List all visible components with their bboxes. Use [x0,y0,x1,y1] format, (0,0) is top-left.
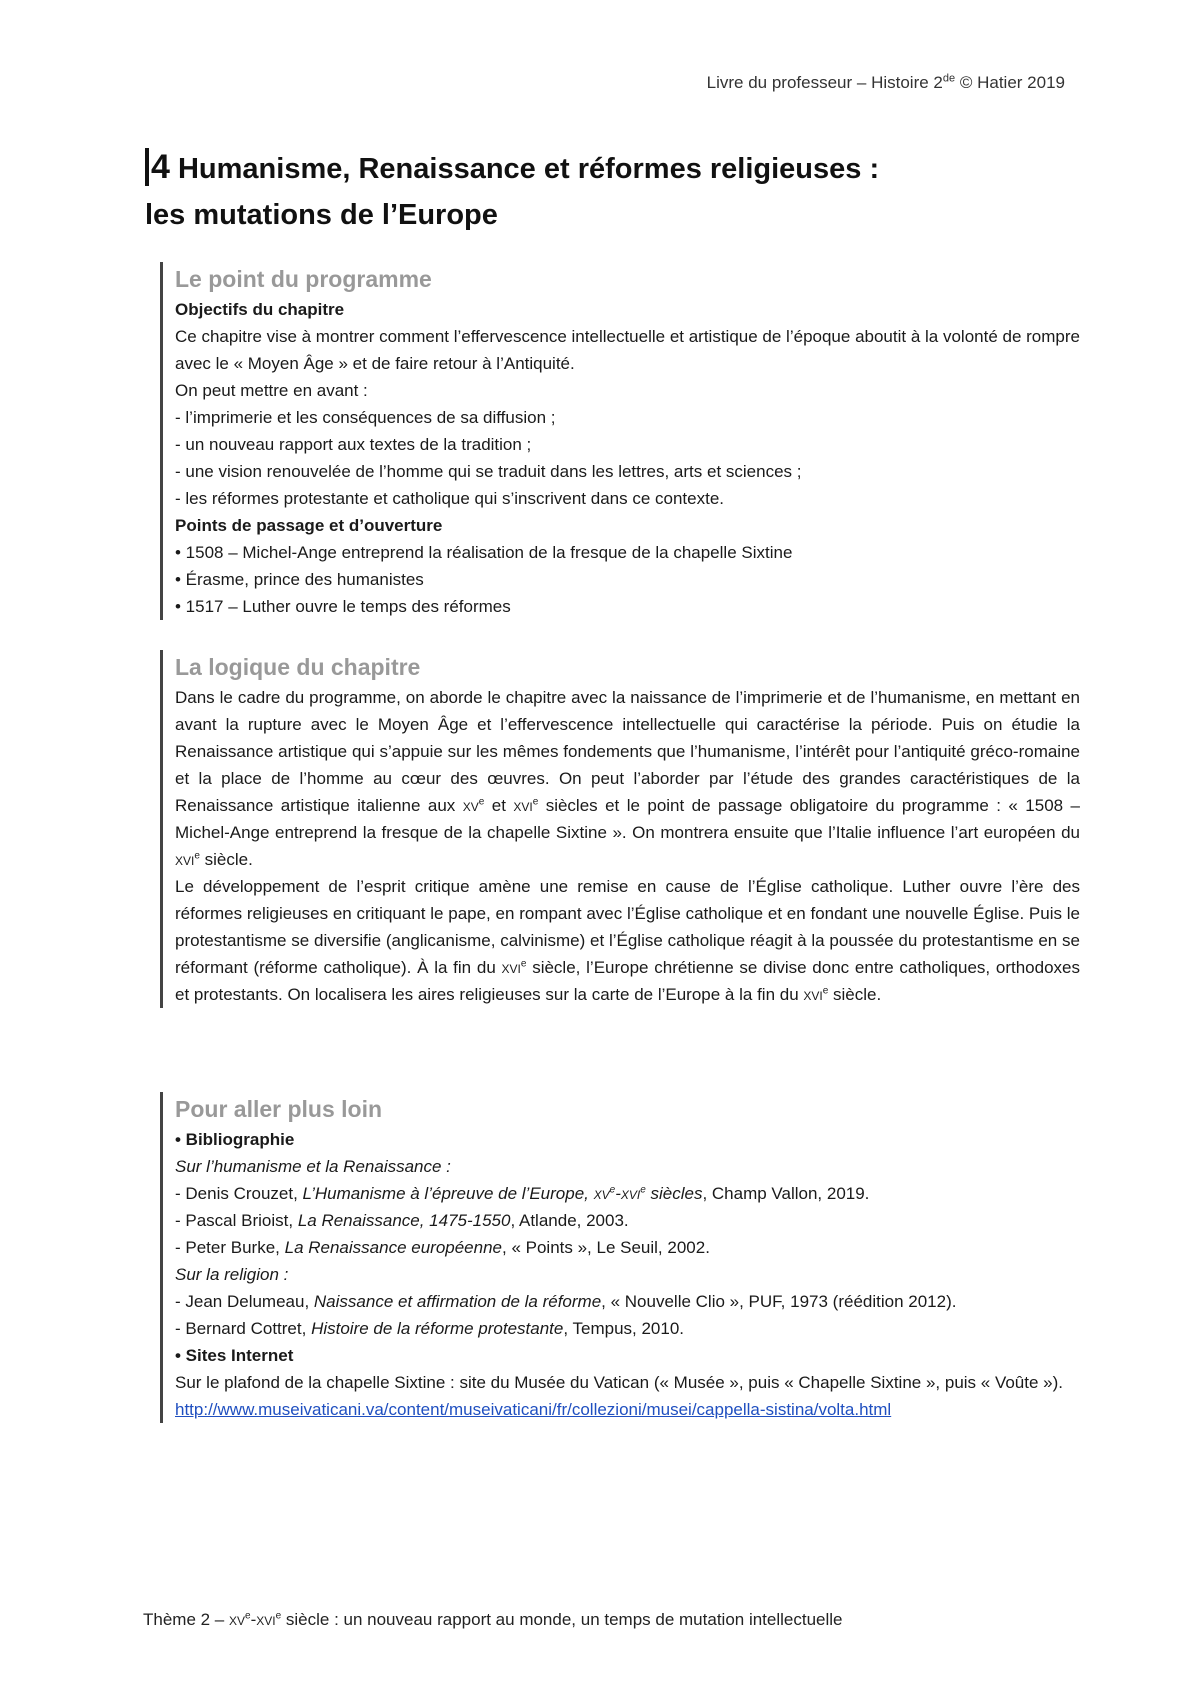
sites-text: Sur le plafond de la chapelle Sixtine : site du Musée du Vatican (« Musée », puis « Chapelle Sixtine », puis « Voûte »). [175,1373,1064,1392]
text: siècle. [828,985,882,1004]
text: Le développement de l’esprit critique amène une remise en cause de l’Église catholique. Luther ouvre l’ère des réformes religieuses en critiquant le pape, en rompant avec l’Église catholique et en fondant une nouvelle Église. Puis le protestantisme se diversifie (anglicanisme, calvinisme) et l’Église catholique réagit à la poussée du protestantisme en se réformant (réforme catholique). À la fin du [175,877,1080,977]
page-header [707,73,1065,93]
point-item: • 1508 – Michel-Ange entreprend la réalisation de la fresque de la chapelle Sixtine [175,543,793,562]
objectifs-text: Ce chapitre vise à montrer comment l’effervescence intellectuelle et artistique de l’époque aboutit à la volonté de rompre avec le « Moyen Âge » et de faire retour à l’Antiquité. [175,327,1080,373]
page-footer [143,1610,843,1630]
text: - Peter Burke, [175,1238,285,1257]
paragraph-1 [175,684,1080,873]
sup: e [520,958,527,970]
category-label: Sur la religion : [175,1265,289,1284]
book-title: La Renaissance européenne [284,1238,502,1257]
text: - [250,1610,257,1629]
text: , « Nouvelle Clio », PUF, 1973 (réédition 2012). [601,1292,957,1311]
sup: e [245,1610,251,1622]
section-plus-loin [160,1092,1080,1423]
sup: e [275,1610,282,1622]
century: xvi [501,958,521,977]
url-line [175,1396,1080,1423]
section-title: Pour aller plus loin [175,1096,383,1122]
text: siècles [645,1184,703,1203]
section-title: Le point du programme [175,266,432,292]
century: xvi [175,850,195,869]
text: siècle. [199,850,253,869]
sup: e [609,1184,616,1196]
book-title: Histoire de la réforme protestante [311,1319,564,1338]
sup: e [532,796,539,808]
bibliography-entry [175,1207,1080,1234]
point-item: • Érasme, prince des humanistes [175,570,424,589]
century: xv [593,1184,610,1203]
subheading-objectifs: Objectifs du chapitre [175,300,345,319]
century: xv [462,796,479,815]
century: xvi [256,1610,276,1629]
century: xvi [620,1184,641,1203]
list-item: - les réformes protestante et catholique qui s’inscrivent dans ce contexte. [175,489,725,508]
chapter-title [145,144,1075,238]
text: siècle, l’Europe chrétienne se divise donc entre catholiques, orthodoxes et protestants. On localisera les aires religieuses sur la carte de l’Europe à la fin du [175,958,1080,1004]
text: - Pascal Brioist, [175,1211,298,1230]
subheading-bibliographie: • Bibliographie [175,1130,295,1149]
bibliography-entry [175,1315,1080,1342]
book-title: L’Humanisme à l’épreuve de l’Europe, [302,1184,594,1203]
text: , « Points », Le Seuil, 2002. [502,1238,710,1257]
category-label: Sur l’humanisme et la Renaissance : [175,1157,451,1176]
bibliography-entry [175,1234,1080,1261]
text: , Atlande, 2003. [510,1211,629,1230]
subheading-points: Points de passage et d’ouverture [175,516,443,535]
text: siècles et le point de passage obligatoire du programme : « 1508 – Michel-Ange entreprend la fresque de la chapelle Sixtine ». On montrera ensuite que l’Italie influence l’art européen du [175,796,1081,842]
text: - Denis Crouzet, [175,1184,303,1203]
text: - [615,1184,621,1203]
book-title: Naissance et affirmation de la réforme [313,1292,602,1311]
text: - Bernard Cottret, [175,1319,312,1338]
paragraph-2 [175,873,1080,1008]
century: xvi [803,985,823,1004]
list-item: - un nouveau rapport aux textes de la tradition ; [175,435,532,454]
section-title: La logique du chapitre [175,654,421,680]
sup: e [640,1184,646,1196]
header-sup: de [942,72,956,85]
century: xv [229,1610,246,1629]
text: , Tempus, 2010. [563,1319,685,1338]
chapter-number: 4 [145,148,170,186]
sup: e [822,985,829,997]
chapter-title-line1: Humanisme, Renaissance et réformes religieuses : [169,153,880,185]
list-item: - une vision renouvelée de l’homme qui se traduit dans les lettres, arts et sciences ; [175,462,802,481]
text: Dans le cadre du programme, on aborde le chapitre avec la naissance de l’imprimerie et de l’humanisme, en mettant en avant la rupture avec le Moyen Âge et l’effervescence intellectuelle qui caractérise la période. Puis on étudie la Renaissance artistique qui s’appuie sur les mêmes fondements que l’humanisme, l’intérêt pour l’antiquité gréco-romaine et la place de l’homme au cœur des œuvres. On peut l’aborder par l’étude des grandes caractéristiques de la Renaissance artistique italienne aux [175,688,1080,815]
point-item: • 1517 – Luther ouvre le temps des réformes [175,597,511,616]
book-title: La Renaissance, 1475-1550 [297,1211,511,1230]
footer-text: siècle : un nouveau rapport au monde, un temps de mutation intellectuelle [281,1610,843,1629]
text: , Champ Vallon, 2019. [702,1184,870,1203]
bibliography-entry [175,1288,1080,1315]
footer-text: Thème 2 – [143,1610,229,1629]
text: et [484,796,514,815]
vatican-link[interactable]: http://www.museivaticani.va/content/museivaticani/fr/collezioni/musei/cappella-sistina/volta.html [175,1400,892,1419]
lead-text: On peut mettre en avant : [175,381,368,400]
century: xvi [513,796,533,815]
bibliography-entry [175,1180,1080,1207]
sup: e [194,850,200,862]
list-item: - l’imprimerie et les conséquences de sa diffusion ; [175,408,556,427]
sup: e [478,796,485,808]
header-text: Livre du professeur – Histoire 2 [706,73,943,92]
subheading-sites: • Sites Internet [175,1346,294,1365]
section-logique [160,650,1080,1008]
section-programme [160,262,1080,620]
chapter-title-line2: les mutations de l’Europe [145,199,498,231]
header-copyright: © Hatier 2019 [955,73,1065,92]
text: - Jean Delumeau, [175,1292,314,1311]
